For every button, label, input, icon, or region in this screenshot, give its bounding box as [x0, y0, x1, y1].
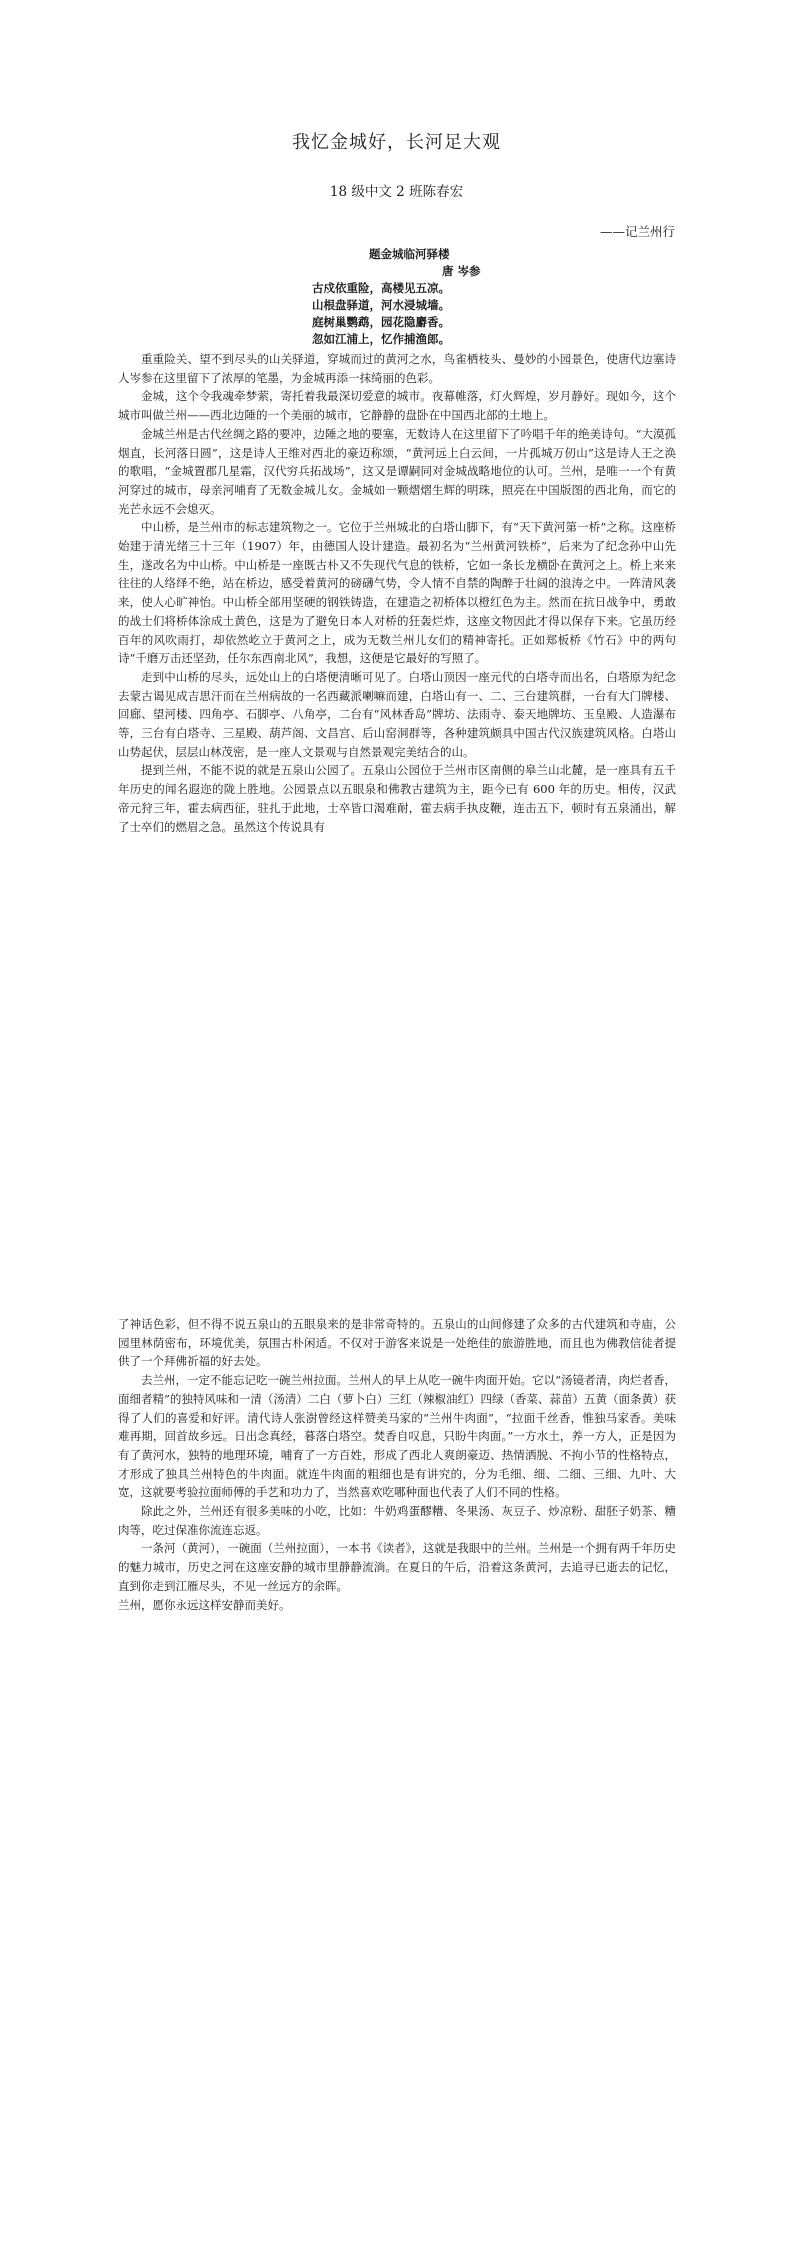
- closing-line: 兰州，愿你永远这样安静而美好。: [118, 1597, 291, 1612]
- paragraph: 走到中山桥的尽头，远处山上的白塔便清晰可见了。白塔山顶因一座元代的白塔寺而出名，白塔原为纪念去蒙古谒见成吉思汗而在兰州病故的一名西藏派喇嘛而建，白塔山有一、二、三台建筑群，一台有大门牌楼、回廊、望河楼、四角亭、石脚亭、八角亭，二台有“风林香岛”牌坊、法雨寺、泰天地牌坊、玉皇殿、人造瀑布等，三台有白塔寺、三星殿、葫芦阁、文昌宫、后山窑洞群等，各种建筑颇具中国古代汉族建筑风格。白塔山山势起伏，层层山林茂密，是一座人文景观与自然景观完美结合的山。: [118, 669, 676, 759]
- paragraph: 金城，这个令我魂牵梦萦，寄托着我最深切爱意的城市。夜幕帷落，灯火辉煌，岁月静好。现如今，这个城市叫做兰州——西北边陲的一个美丽的城市，它静静的盘卧在中国西北部的土地上。: [118, 389, 676, 423]
- paragraph: 金城兰州是古代丝绸之路的要冲，边陲之地的要塞，无数诗人在这里留下了吟唱千年的绝美诗句。“大漠孤烟直，长河落日圆”，这是诗人王维对西北的豪迈称颂，“黄河远上白云间，一片孤城万仞山”这是诗人王之涣的歌唱，“金城置郡几星霜，汉代穷兵拓战场”，这又是谭嗣同对金城战略地位的认可。兰州，是唯一一个有黄河穿过的城市，母亲河哺育了无数金城儿女。金城如一颗熠熠生辉的明珠，照亮在中国版图的西北角，而它的光芒永远不会熄灭。: [118, 426, 676, 516]
- paragraph: 中山桥，是兰州市的标志建筑物之一。它位于兰州城北的白塔山脚下，有“天下黄河第一桥”之称。这座桥始建于清光绪三十三年（1907）年，由德国人设计建造。最初名为“兰州黄河铁桥”，后来为了纪念孙中山先生，遂改名为中山桥。中山桥是一座既古朴又不失现代气息的铁桥，它如一条长龙横卧在黄河之上。桥上来来往往的人络绎不绝，站在桥边，感受着黄河的磅礴气势，令人情不自禁的陶醉于壮阔的浪涛之中。一阵清风袭来，使人心旷神怡。中山桥全部用坚硬的钢铁铸造，在建造之初桥体以橙红色为主。然而在抗日战争中，勇敢的战士们将桥体涂成土黄色，这是为了避免日本人对桥的狂轰烂炸，这座文物因此才得以保存下来。它虽历经百年的风吹雨打，却依然屹立于黄河之上，成为无数兰州儿女们的精神寄托。正如郑板桥《竹石》中的两句诗“千磨万击还坚劲，任尔东西南北风”，我想，这便是它最好的写照了。: [118, 520, 676, 666]
- poem-line: 庭树巢鹦鹉，园花隐麝香。: [312, 315, 450, 329]
- paragraph-continuation: 了神话色彩，但不得不说五泉山的五眼泉来的是非常奇特的。五泉山的山间修建了众多的古代建筑和寺庙，公园里林荫密布，环境优美，氛围古朴闲适。不仅对于游客来说是一处绝佳的旅游胜地，而且也为佛教信徒者提供了一个拜佛祈福的好去处。: [118, 1317, 676, 1369]
- author-line: 18 级中文 2 班陈春宏: [329, 184, 464, 200]
- paragraph: 提到兰州，不能不说的就是五泉山公园了。五泉山公园位于兰州市区南侧的皋兰山北麓，是一座具有五千年历史的闻名遐迩的陇上胜地。公园景点以五眼泉和佛教古建筑为主，距今已有 600 年的历史。相传，汉武帝元狩三年，霍去病西征，驻扎于此地，士卒皆口渴难耐，霍去病手执皮鞭，连击五下，顿时有五泉涌出，解了士卒们的燃眉之急。虽然这个传说具有: [118, 763, 676, 834]
- body-text-part-1: [118, 350, 676, 836]
- poem-title: 题金城临河驿楼: [369, 247, 450, 261]
- paragraph: 重重险关、望不到尽头的山关驿道，穿城而过的黄河之水，鸟雀栖枝头、曼妙的小园景色，使唐代边塞诗人岑参在这里留下了浓厚的笔墨，为金城再添一抹绮丽的色彩。: [118, 352, 676, 385]
- poem-line: 忽如江浦上，忆作捕渔郎。: [312, 332, 450, 346]
- paragraph: 除此之外，兰州还有很多美味的小吃，比如：牛奶鸡蛋醪糟、冬果汤、灰豆子、炒凉粉、甜胚子奶茶、糟肉等，吃过保准你流连忘返。: [118, 1504, 676, 1537]
- body-text-part-2: [118, 1315, 676, 1614]
- essay-subtitle: ——记兰州行: [599, 224, 675, 239]
- poem-line: 古戍依重险，高楼见五凉。: [312, 281, 450, 295]
- essay-title: 我忆金城好，长河足大观: [292, 132, 501, 153]
- poem-author: 唐 岑参: [442, 264, 481, 278]
- paragraph: 去兰州，一定不能忘记吃一碗兰州拉面。兰州人的早上从吃一碗牛肉面开始。它以“汤镜者清，肉烂者香，面细者精”的独特风味和一清（汤清）二白（萝卜白）三红（辣椒油红）四绿（香菜、蒜苗）五黄（面条黄）获得了人们的喜爱和好评。清代诗人张澍曾经这样赞美马家的“兰州牛肉面”，“拉面千丝香，惟独马家香。美味难再期，回首故乡远。日出念真经，暮落白塔空。焚香自叹息，只盼牛肉面。”一方水土，养一方人，正是因为有了黄河水，独特的地理环境，哺育了一方百姓，形成了西北人爽朗豪迈、热情洒脱、不拘小节的性格特点，才形成了独具兰州特色的牛肉面。就连牛肉面的粗细也是有讲究的，分为毛细、细、二细、三细、九叶、大宽，这就要考验拉面师傅的手艺和功力了，当然喜欢吃哪种面也代表了人们不同的性格。: [118, 1373, 676, 1500]
- paragraph: 一条河（黄河），一碗面（兰州拉面），一本书《读者》，这就是我眼中的兰州。兰州是一个拥有两千年历史的魅力城市，历史之河在这座安静的城市里静静流淌。在夏日的午后，沿着这条黄河，去追寻已逝去的记忆，直到你走到江雁尽头，不见一丝远方的余晖。: [118, 1541, 676, 1593]
- poem-line: 山根盘驿道，河水浸城墙。: [312, 298, 450, 312]
- poem-block: [312, 246, 572, 348]
